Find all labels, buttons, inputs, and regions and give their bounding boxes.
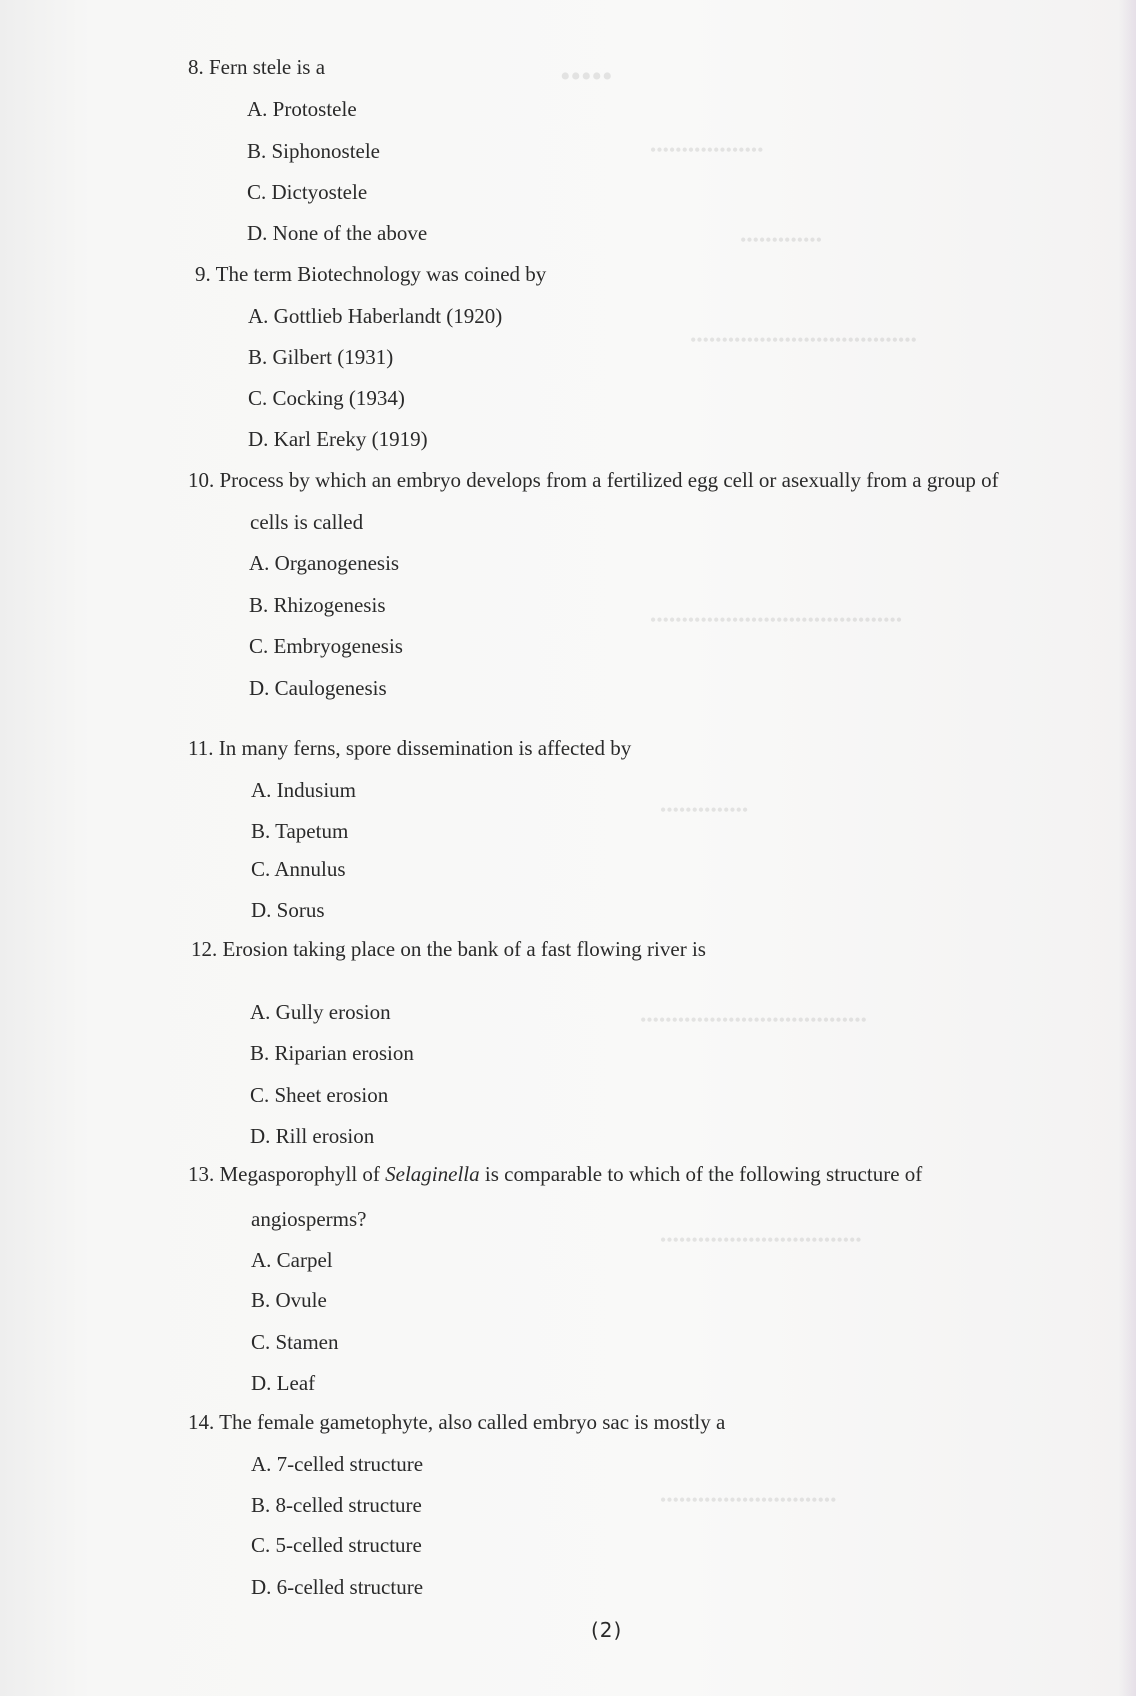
- reverse-side-bleed-through: •••••: [560, 60, 613, 93]
- question-number: 11.: [188, 736, 214, 760]
- option-d: D. Caulogenesis: [249, 676, 387, 700]
- species-name: Selaginella: [385, 1162, 480, 1186]
- question-14-stem: [188, 1410, 725, 1434]
- option-a: A. Carpel: [251, 1248, 333, 1272]
- option-b: B. Tapetum: [251, 819, 349, 843]
- option-d: D. Sorus: [251, 898, 325, 922]
- option-c: C. Annulus: [251, 857, 346, 881]
- option-c: C. Dictyostele: [247, 180, 368, 204]
- question-number: 8.: [188, 55, 204, 79]
- question-text-continued: cells is called: [250, 510, 364, 534]
- option-b: B. Rhizogenesis: [249, 593, 386, 617]
- question-text: The female gametophyte, also called embryo sac is mostly a: [219, 1410, 726, 1434]
- option-d: D. Karl Ereky (1919): [248, 427, 428, 451]
- reverse-side-bleed-through: •••••••••••••: [740, 230, 822, 250]
- option-b: B. Gilbert (1931): [248, 345, 394, 369]
- option-a: A. Gottlieb Haberlandt (1920): [248, 304, 503, 328]
- option-a: A. Gully erosion: [250, 1000, 391, 1024]
- option-c: C. Sheet erosion: [250, 1083, 389, 1107]
- question-12-stem: [191, 937, 706, 961]
- question-11-stem: [188, 736, 631, 760]
- question-9-stem: [195, 262, 546, 286]
- reverse-side-bleed-through: ••••••••••••••••••••••••••••••••••••: [640, 1010, 867, 1030]
- option-c: C. Cocking (1934): [248, 386, 405, 410]
- page-number: (2): [591, 1618, 623, 1642]
- reverse-side-bleed-through: ••••••••••••••••••••••••••••: [660, 1490, 837, 1510]
- question-8-stem: [188, 55, 325, 79]
- question-13-stem: [188, 1162, 922, 1186]
- question-text: The term Biotechnology was coined by: [215, 262, 547, 286]
- question-text: Process by which an embryo develops from a fertilized egg cell or asexually from a group of: [219, 468, 999, 492]
- option-d: D. None of the above: [247, 221, 428, 245]
- reverse-side-bleed-through: ••••••••••••••••••••••••••••••••: [660, 1230, 862, 1250]
- question-text: Megasporophyll of: [219, 1162, 386, 1186]
- question-10-stem: [188, 468, 999, 492]
- question-number: 14.: [188, 1410, 215, 1434]
- option-d: D. Leaf: [251, 1371, 316, 1395]
- question-number: 10.: [188, 468, 215, 492]
- option-b: B. 8-celled structure: [251, 1493, 422, 1517]
- option-d: D. 6-celled structure: [251, 1575, 424, 1599]
- reverse-side-bleed-through: ••••••••••••••••••••••••••••••••••••••••: [650, 610, 903, 630]
- option-c: C. Embryogenesis: [249, 634, 403, 658]
- option-a: A. 7-celled structure: [251, 1452, 424, 1476]
- option-b: B. Siphonostele: [247, 139, 381, 163]
- option-c: C. Stamen: [251, 1330, 339, 1354]
- question-text: Fern stele is a: [209, 55, 326, 79]
- question-number: 9.: [195, 262, 211, 286]
- question-text-continued: angiosperms?: [251, 1207, 367, 1231]
- reverse-side-bleed-through: ••••••••••••••••••••••••••••••••••••: [690, 330, 917, 350]
- option-b: B. Riparian erosion: [250, 1041, 414, 1065]
- option-b: B. Ovule: [251, 1288, 327, 1312]
- question-text: In many ferns, spore dissemination is affected by: [218, 736, 632, 760]
- option-a: A. Protostele: [247, 97, 357, 121]
- reverse-side-bleed-through: ••••••••••••••••••: [650, 140, 764, 160]
- question-text: Erosion taking place on the bank of a fast flowing river is: [222, 937, 706, 961]
- question-number: 12.: [191, 937, 218, 961]
- option-a: A. Indusium: [251, 778, 356, 802]
- option-d: D. Rill erosion: [250, 1124, 375, 1148]
- option-c: C. 5-celled structure: [251, 1533, 422, 1557]
- reverse-side-bleed-through: ••••••••••••••: [660, 800, 749, 820]
- page-edge-shadow: [1118, 0, 1136, 1696]
- option-a: A. Organogenesis: [249, 551, 400, 575]
- question-text: is comparable to which of the following structure of: [479, 1162, 923, 1186]
- question-number: 13.: [188, 1162, 215, 1186]
